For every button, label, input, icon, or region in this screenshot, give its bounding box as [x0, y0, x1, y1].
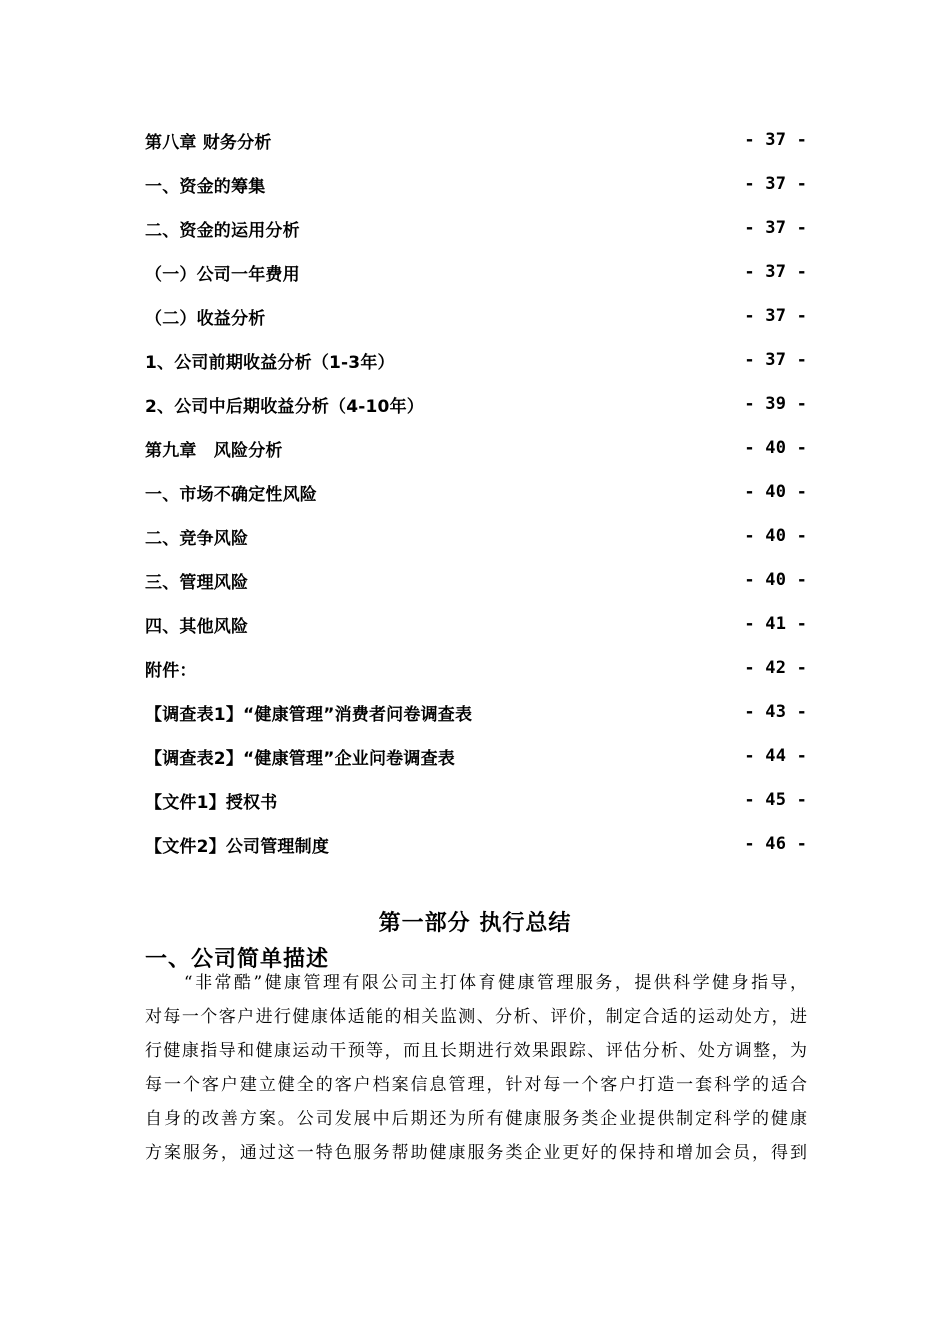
toc-entry[interactable]	[145, 426, 807, 470]
part-title: 第一部分 执行总结	[378, 911, 572, 936]
toc-entry-title: 2、公司中后期收益分析（4-10年）	[145, 396, 424, 417]
toc-entry-title: 【文件2】公司管理制度	[145, 836, 330, 857]
paragraph-line: “非常酷”健康管理有限公司主打体育健康管理服务，提供科学健身指导，	[145, 973, 807, 993]
toc-entry-title: 【调查表2】“健康管理”企业问卷调查表	[145, 748, 455, 769]
toc-entry-page: - 40 -	[744, 526, 807, 546]
toc-entry[interactable]	[145, 514, 807, 558]
paragraph-line: 对每一个客户进行健康体适能的相关监测、分析、评价，制定合适的运动处方，进	[145, 1007, 807, 1027]
paragraph-line: 自身的改善方案。公司发展中后期还为所有健康服务类企业提供制定科学的健康	[145, 1109, 807, 1129]
toc-entry[interactable]	[145, 778, 807, 822]
toc-entry[interactable]	[145, 250, 807, 294]
toc-entry-page: - 37 -	[744, 350, 807, 370]
section-title: 一、公司简单描述	[145, 947, 330, 972]
toc-entry-title: 【文件1】授权书	[145, 792, 278, 813]
toc-entry[interactable]	[145, 118, 807, 162]
toc-entry-title: 四、其他风险	[145, 616, 249, 637]
toc-entry[interactable]	[145, 338, 807, 382]
toc-entry-title: 一、资金的筹集	[145, 176, 266, 197]
toc-entry[interactable]	[145, 294, 807, 338]
toc-entry[interactable]	[145, 646, 807, 690]
toc-entry[interactable]	[145, 690, 807, 734]
toc-entry-page: - 37 -	[744, 174, 807, 194]
toc-entry-title: 二、竞争风险	[145, 528, 249, 549]
paragraph-line: 行健康指导和健康运动干预等，而且长期进行效果跟踪、评估分析、处方调整，为	[145, 1041, 807, 1061]
toc-entry[interactable]	[145, 470, 807, 514]
toc-entry[interactable]	[145, 822, 807, 866]
toc-entry[interactable]	[145, 206, 807, 250]
paragraph-line: 方案服务，通过这一特色服务帮助健康服务类企业更好的保持和增加会员，得到	[145, 1143, 807, 1163]
toc-entry-title: 【调查表1】“健康管理”消费者问卷调查表	[145, 704, 473, 725]
table-of-contents	[145, 118, 807, 866]
toc-entry-page: - 41 -	[744, 614, 807, 634]
toc-entry-page: - 37 -	[744, 306, 807, 326]
body-paragraph	[145, 966, 807, 1170]
toc-entry-page: - 40 -	[744, 482, 807, 502]
toc-entry-title: 第九章 风险分析	[145, 440, 283, 461]
toc-entry-page: - 40 -	[744, 438, 807, 458]
toc-entry-title: 二、资金的运用分析	[145, 220, 300, 241]
paragraph-line: 每一个客户建立健全的客户档案信息管理，针对每一个客户打造一套科学的适合	[145, 1075, 807, 1095]
toc-entry-page: - 37 -	[744, 218, 807, 238]
toc-entry-page: - 40 -	[744, 570, 807, 590]
toc-entry-page: - 46 -	[744, 834, 807, 854]
toc-entry-page: - 44 -	[744, 746, 807, 766]
toc-entry-title: （二）收益分析	[145, 308, 266, 329]
toc-entry-title: 附件：	[145, 660, 197, 681]
toc-entry[interactable]	[145, 734, 807, 778]
toc-entry[interactable]	[145, 558, 807, 602]
toc-entry[interactable]	[145, 382, 807, 426]
toc-entry-title: 三、管理风险	[145, 572, 249, 593]
toc-entry[interactable]	[145, 602, 807, 646]
toc-entry[interactable]	[145, 162, 807, 206]
toc-entry-page: - 37 -	[744, 262, 807, 282]
toc-entry-title: 一、市场不确定性风险	[145, 484, 317, 505]
toc-entry-page: - 39 -	[744, 394, 807, 414]
toc-entry-page: - 43 -	[744, 702, 807, 722]
toc-entry-title: 1、公司前期收益分析（1-3年）	[145, 352, 395, 373]
toc-entry-title: 第八章 财务分析	[145, 132, 272, 153]
toc-entry-page: - 37 -	[744, 130, 807, 150]
toc-entry-page: - 42 -	[744, 658, 807, 678]
toc-entry-page: - 45 -	[744, 790, 807, 810]
toc-entry-title: （一）公司一年费用	[145, 264, 300, 285]
